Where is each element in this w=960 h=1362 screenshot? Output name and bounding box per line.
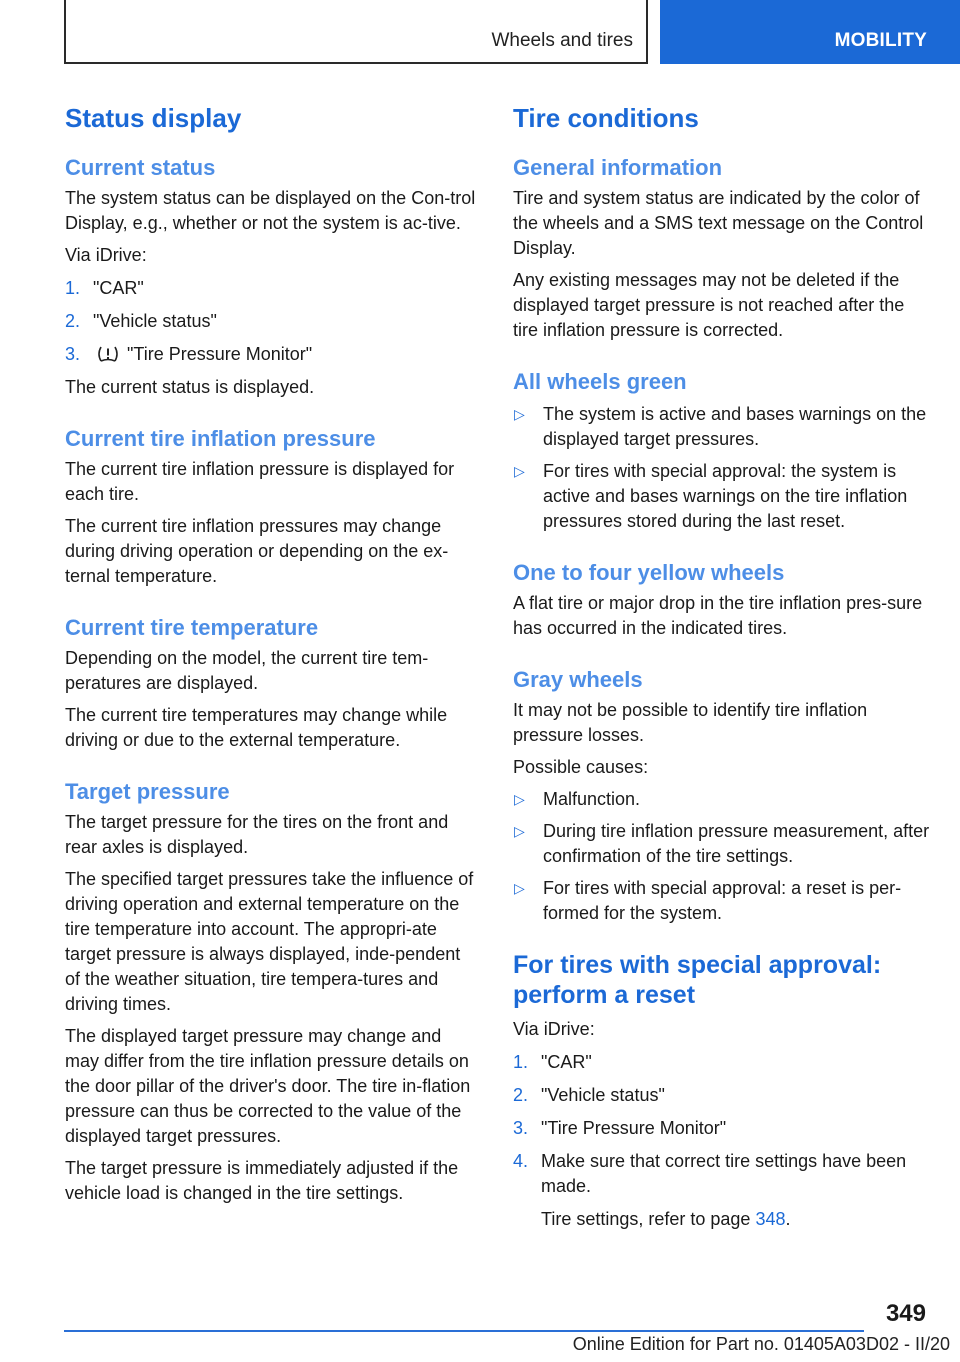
list-item [65, 342, 480, 367]
perform-reset-heading-line1: For tires with special approval: [513, 951, 882, 979]
temperature-p1: Depending on the model, the current tire tem-peratures are displayed. [65, 648, 429, 693]
list-item [513, 819, 931, 869]
list-number: 2. [65, 311, 81, 331]
inflation-p2: The current tire inflation pressures may change during driving operation or depending on the ex-ternal temperature. [65, 516, 449, 586]
status-displayed-text: The current status is displayed. [65, 377, 315, 397]
bullet-triangle-icon: ▷ [514, 791, 525, 807]
bullet-triangle-icon: ▷ [514, 406, 525, 422]
reference-text: Tire settings, refer to page [541, 1209, 756, 1229]
yellow-wheels-heading: One to four yellow wheels [513, 560, 785, 585]
header-section-box [64, 0, 648, 64]
bullet-text: During tire inflation pressure measurement, after confirmation of the tire settings. [543, 821, 930, 866]
bullet-triangle-icon: ▷ [514, 823, 525, 839]
bullet-triangle-icon: ▷ [514, 463, 525, 479]
page-reference-link[interactable]: 348 [755, 1209, 786, 1229]
list-text: Make sure that correct tire settings have been made. [541, 1151, 907, 1196]
list-item [513, 876, 931, 926]
general-p2: Any existing messages may not be deleted if the displayed target pressure is not reached after the tire inflation pressure is corrected. [513, 270, 905, 340]
gray-p1: It may not be possible to identify tire inflation pressure losses. [513, 700, 868, 745]
bullet-text: Malfunction. [543, 789, 641, 809]
list-item [513, 787, 931, 812]
target-p3: The displayed target pressure may change and may differ from the tire inflation pressure details on the door pillar of the driver's door. The tire in-flation pressure can thus be corrected to the value of the displayed target pressures. [65, 1026, 471, 1146]
gray-wheels-heading: Gray wheels [513, 667, 643, 692]
tire-temperature-heading: Current tire temperature [65, 615, 319, 640]
perform-reset-heading-line2: perform a reset [513, 981, 696, 1009]
target-pressure-heading: Target pressure [65, 779, 230, 804]
list-item [513, 459, 931, 534]
target-p1: The target pressure for the tires on the front and rear axles is displayed. [65, 812, 449, 857]
bullet-triangle-icon: ▷ [514, 880, 525, 896]
left-column [65, 102, 480, 1206]
list-number: 3. [513, 1118, 529, 1138]
footer-edition: Online Edition for Part no. 01405A03D02 - II/20 [572, 1334, 950, 1354]
current-status-heading: Current status [65, 155, 216, 180]
via-idrive-label: Via iDrive: [65, 245, 147, 265]
general-p1: Tire and system status are indicated by the color of the wheels and a SMS text message on the Control Display. [513, 188, 924, 258]
right-column [513, 102, 931, 1232]
page-number: 349 [885, 1300, 926, 1327]
list-text: "Tire Pressure Monitor" [541, 1118, 727, 1138]
list-item [65, 309, 480, 334]
list-item [513, 402, 931, 452]
tire-settings-reference [513, 1207, 931, 1232]
temperature-p2: The current tire temperatures may change while driving or due to the external temperature. [65, 705, 448, 750]
gray-p2: Possible causes: [513, 757, 649, 777]
list-item [513, 1083, 931, 1108]
list-item [513, 1050, 931, 1075]
section-title: Wheels and tires [491, 30, 633, 51]
general-information-heading: General information [513, 155, 723, 180]
list-item [513, 1116, 931, 1141]
footer-divider [64, 1330, 864, 1332]
list-text: "Vehicle status" [541, 1085, 665, 1105]
list-number: 2. [513, 1085, 529, 1105]
list-text: "CAR" [541, 1052, 592, 1072]
status-display-heading: Status display [65, 103, 242, 133]
list-text: "CAR" [93, 278, 144, 298]
bullet-text: The system is active and bases warnings on the displayed target pressures. [543, 404, 927, 449]
bullet-text: For tires with special approval: a reset is per-formed for the system. [543, 878, 902, 923]
perform-reset-heading [513, 950, 931, 1010]
list-text: "Tire Pressure Monitor" [127, 344, 313, 364]
list-number: 3. [65, 344, 81, 364]
bullet-text: For tires with special approval: the system is active and bases warnings on the tire inflation pressures stored during the last reset. [543, 461, 908, 531]
list-item [65, 276, 480, 301]
target-p2: The specified target pressures take the influence of driving operation and external temperature on the tire temperature into account. The appropri-ate target pressure is always displayed, inde-pendent of the weather situation, tire tempera-tures and driving times. [65, 869, 474, 1014]
current-status-text: The system status can be displayed on the Con-trol Display, e.g., whether or not the system is ac-tive. [65, 188, 476, 233]
list-number: 1. [65, 278, 81, 298]
reference-end: . [785, 1209, 791, 1229]
inflation-p1: The current tire inflation pressure is displayed for each tire. [65, 459, 455, 504]
tire-conditions-heading: Tire conditions [513, 103, 699, 133]
all-wheels-green-heading: All wheels green [513, 369, 687, 394]
tire-pressure-warning-icon [95, 345, 121, 363]
list-item [513, 1149, 931, 1199]
via-idrive-label: Via iDrive: [513, 1019, 595, 1039]
header-chapter-tab[interactable] [660, 0, 960, 64]
list-number: 1. [513, 1052, 529, 1072]
inflation-pressure-heading: Current tire inflation pressure [65, 426, 376, 451]
yellow-p1: A flat tire or major drop in the tire inflation pres-sure has occurred in the indicated tires. [513, 593, 923, 638]
list-number: 4. [513, 1151, 529, 1171]
list-text: "Vehicle status" [93, 311, 217, 331]
chapter-title: MOBILITY [834, 30, 927, 51]
target-p4: The target pressure is immediately adjusted if the vehicle load is changed in the tire settings. [65, 1158, 459, 1203]
